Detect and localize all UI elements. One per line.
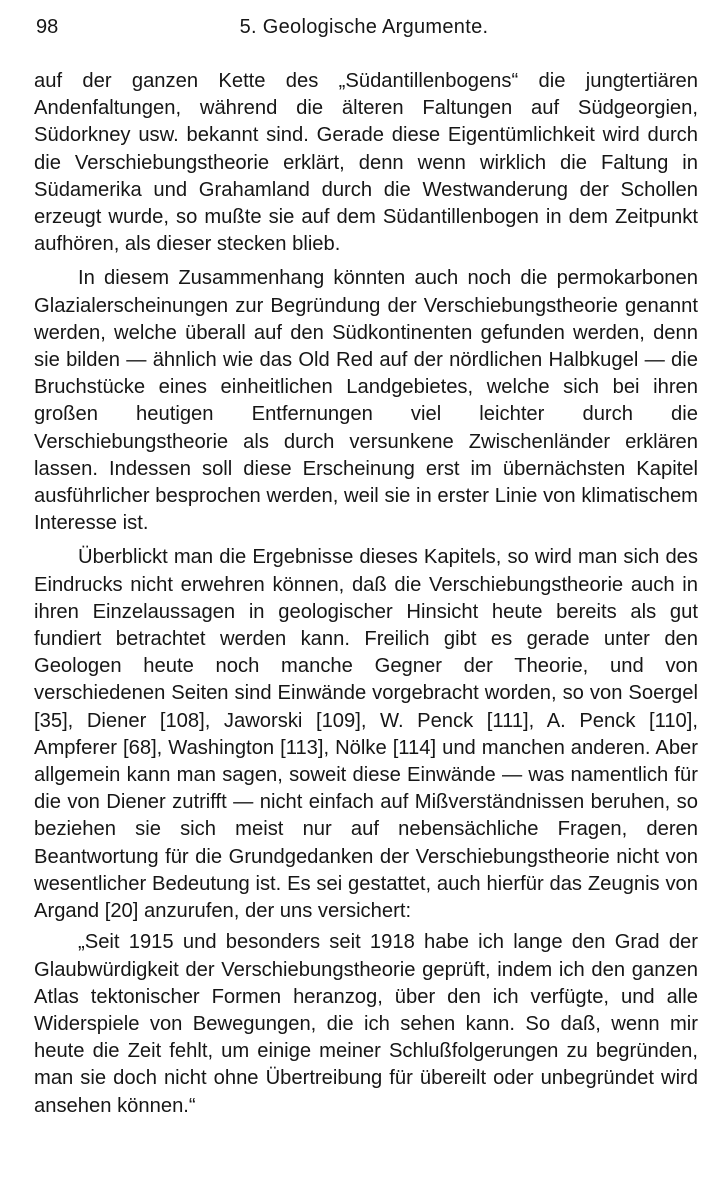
page-number: 98 — [36, 16, 59, 38]
paragraph-continuation: auf der ganzen Kette des „Südantillenbogens“ die jungtertiären Andenfaltungen, während die älteren Faltungen auf Südgeorgien, Südorkney usw. bekannt sind. Gerade diese Eigentümlichkeit wird durch die Verschiebungstheorie erklärt, denn wenn wirklich die Faltung in Südamerika und Grahamland durch die Westwanderung der Schollen erzeugt wurde, so mußte sie auf dem Südantillenbogen in dem Zeitpunkt aufhören, als dieser stecken blieb. — [34, 70, 698, 256]
page-header — [36, 16, 692, 46]
paragraph-summary: Überblickt man die Ergebnisse dieses Kapitels, so wird man sich des Eindrucks nicht erwehren können, daß die Verschiebungstheorie auch in ihren Einzelaussagen in geologischer Hinsicht heute bereits als gut fundiert betrachtet werden kann. Freilich gibt es gerade unter den Geologen heute noch manche Gegner der Theorie, und von verschiedenen Seiten sind Einwände vorgebracht worden, so von Soergel [35], Diener [108], Jaworski [109], W. Penck [111], A. Penck [110], Ampferer [68], Washington [113], Nölke [114] und manchen anderen. Aber allgemein kann man sagen, soweit diese Einwände — was namentlich für die von Diener zutrifft — nicht einfach auf Mißverständnissen beruhen, so beziehen sie sich meist nur auf nebensächliche Fragen, deren Beantwortung für die Grundgedanken der Verschiebungstheorie nicht von wesentlicher Bedeutung ist. Es sei gestattet, auch hierfür das Zeugnis von Argand [20] anzurufen, der uns versichert: — [34, 546, 698, 923]
running-head: 5. Geologische Argumente. — [239, 16, 489, 38]
body-text — [34, 68, 698, 1120]
paragraph-glacial: In diesem Zusammenhang könnten auch noch die permokarbonen Glazialerscheinungen zur Begründung der Verschiebungstheorie genannt werden, welche überall auf den Südkontinenten gefunden werden, denn sie bilden — ähnlich wie das Old Red auf der nördlichen Halbkugel — die Bruchstücke eines einheitlichen Landgebietes, welche sich bei ihren großen heutigen Entfernungen viel leichter durch die Verschiebungstheorie als durch versunkene Zwischenländer erklären lassen. Indessen soll diese Erscheinung erst im übernächsten Kapitel ausführlicher besprochen werden, weil sie in erster Linie von klimatischem Interesse ist. — [34, 267, 698, 535]
paragraph-quote: „Seit 1915 und besonders seit 1918 habe ich lange den Grad der Glaubwürdigkeit der Verschiebungstheorie geprüft, indem ich den ganzen Atlas tektonischer Formen heranzog, über den ich verfügte, und alle Widerspiele von Bewegungen, die ich sehen kann. So daß, wenn mir heute die Zeit fehlt, um einige meiner Schlußfolgerungen zu begründen, man sie doch nicht ohne Übertreibung für übereilt oder unbegründet wird ansehen können.“ — [34, 931, 698, 1117]
